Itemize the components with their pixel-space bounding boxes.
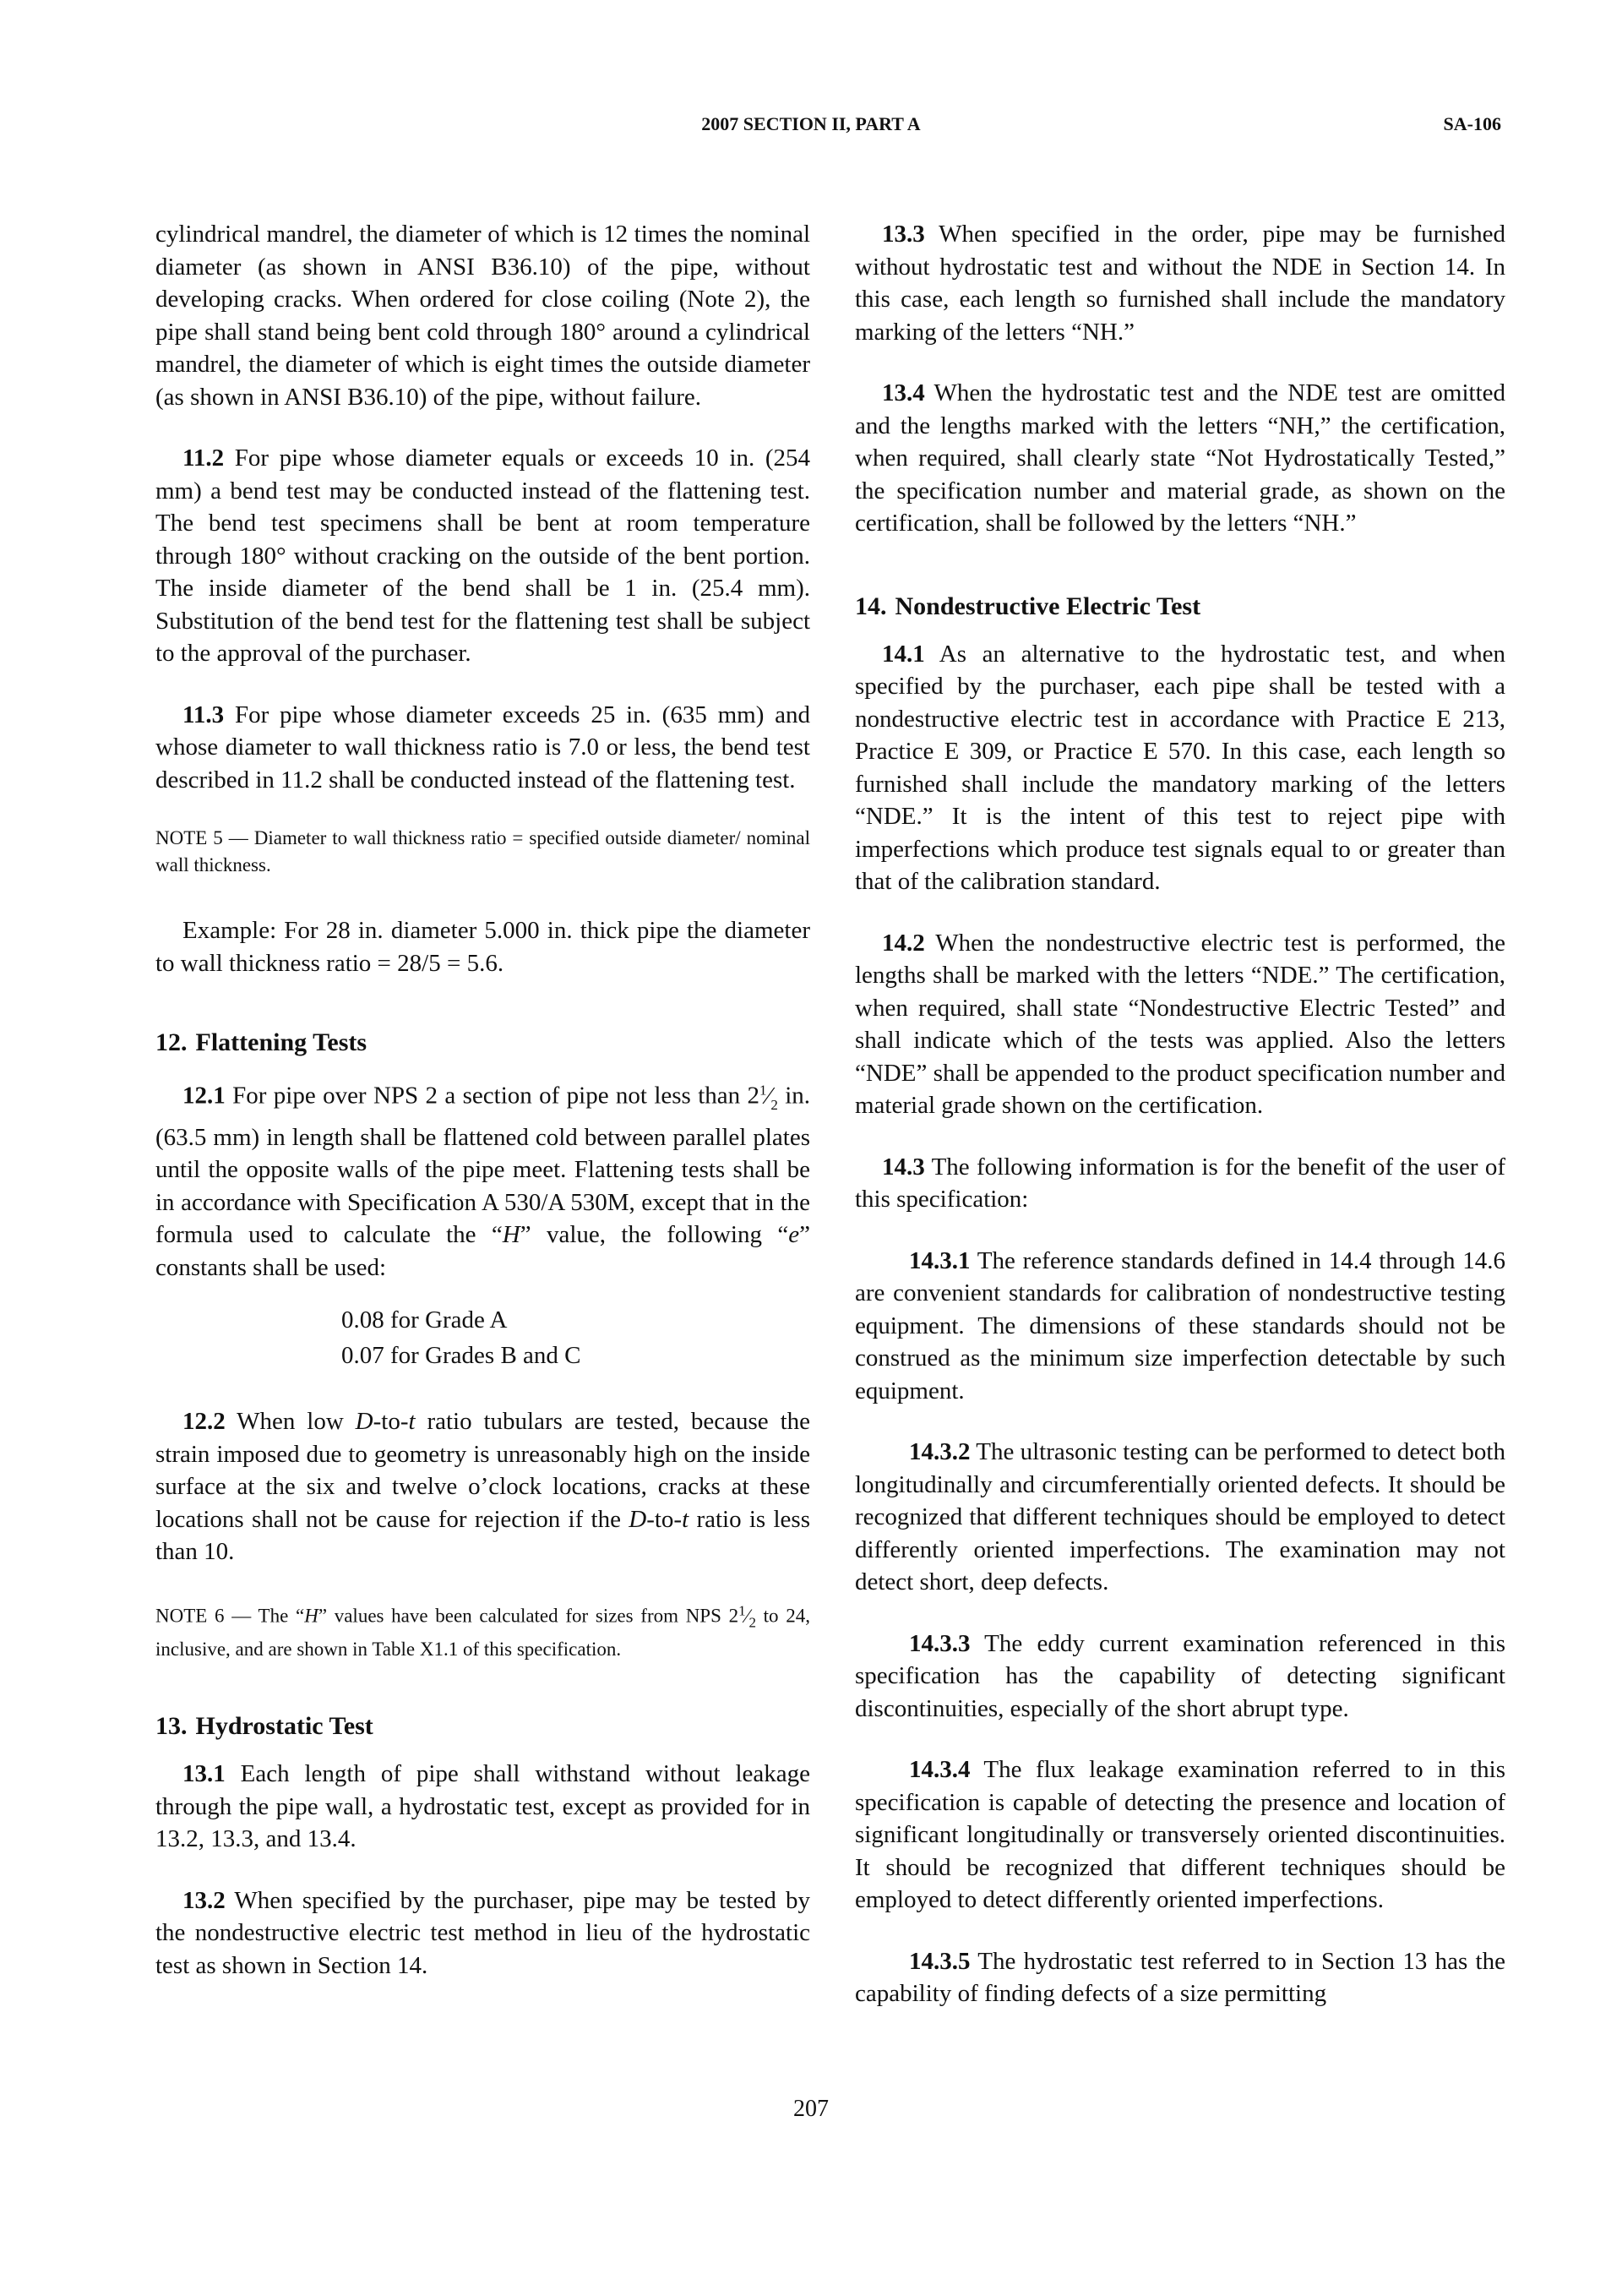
text-run: ratio tubulars are tested, because the strain imposed due to geometry is unreasonably high on the inside surface at the six and twelve o’clock locations, cracks at these locations shall not be cause for rejection if the (155, 1408, 810, 1533)
text-run: ratio is less than 10. (155, 1505, 810, 1566)
paragraph-text: When the hydrostatic test and the NDE test are omitted and the lengths marked with the letters “NH,” the certification, when required, shall clearly state “Not Hydrostatically Tested,” the specification number and material grade, as shown on the certification, shall be followed by the letters “NH.” (855, 379, 1505, 537)
fraction: $^1⁄_2$ (759, 1082, 778, 1113)
italic-variable: H (304, 1605, 318, 1627)
section-number: 12. (155, 1028, 188, 1056)
paragraph-14-1 (855, 638, 1505, 898)
paragraph-number: 11.2 (182, 444, 225, 472)
paragraph-14-3-1 (855, 1245, 1505, 1408)
note-5: NOTE 5 — Diameter to wall thickness ratio = specified outside diameter/ nominal wall thickness. (155, 827, 810, 875)
italic-variable: H (502, 1221, 520, 1249)
fraction-denominator: 2 (770, 1096, 778, 1113)
section-number: 13. (155, 1712, 188, 1741)
paragraph-number: 11.3 (182, 701, 225, 728)
paragraph-number: 13.1 (182, 1760, 226, 1788)
grade-bc-constant: 0.07 for Grades B and C (341, 1342, 581, 1370)
paragraph-text: When the nondestructive electric test is performed, the lengths shall be marked with the letters “NDE.” The certification, when required, shall state “Nondestructive Electric Tested” and shall indicate which of the tests was applied. Also the letters “NDE” shall be appended to the product specification number and material grade shown on the certification. (855, 929, 1506, 1119)
paragraph-11-3 (155, 699, 810, 797)
paragraph-13-2 (155, 1884, 810, 1982)
paragraph-text: For pipe whose diameter exceeds 25 in. (635 mm) and whose diameter to wall thickness ratio is 7.0 or less, the bend test described in 11.2 shall be conducted instead of the flattening test. (155, 701, 811, 794)
paragraph-14-3-3 (855, 1628, 1505, 1726)
paragraph-number: 12.2 (182, 1408, 226, 1436)
paragraph-text: Each length of pipe shall withstand without leakage through the pipe wall, a hydrostatic test, except as provided for in 13.2, 13.3, and 13.4. (155, 1760, 811, 1853)
paragraph-13-4 (855, 377, 1505, 540)
text-run: in. (63.5 mm) in length shall be flattened cold between parallel plates until the opposite walls of the pipe meet. Flattening tests shall be in accordance with Specification A 530/A 530M, except that in the formula used to calculate the “ (155, 1082, 811, 1249)
paragraph-number: 13.3 (882, 221, 925, 248)
italic-variable: t (408, 1408, 416, 1436)
section-heading-14 (855, 592, 1505, 621)
section-title: Hydrostatic Test (195, 1712, 373, 1741)
text-run: When low (237, 1408, 356, 1436)
paragraph-text: For pipe whose diameter equals or exceeds 10 in. (254 mm) a bend test may be conducted instead of the flattening test. The bend test specimens shall be bent at room temperature through 180° without cracking on the outside of the bent portion. The inside diameter of the bend shall be 1 in. (25.4 mm). Substitution of the bend test for the flattening test shall be subject to the approval of the purchaser. (155, 444, 810, 667)
paragraph-14-3 (855, 1151, 1505, 1216)
header-section-title: 2007 SECTION II, PART A (701, 113, 921, 134)
paragraph-number: 14.3.4 (909, 1756, 971, 1783)
paragraph-12-1 (155, 1074, 810, 1284)
paragraph-text: The following information is for the benefit of the user of this specification: (855, 1153, 1505, 1213)
paragraph-text: The eddy current examination referenced in this specification has the capability of detecting significant discontinuities, especially of the short abrupt type. (855, 1629, 1505, 1722)
example-paragraph: Example: For 28 in. diameter 5.000 in. thick pipe the diameter to wall thickness ratio = 28/5 = 5.6. (155, 917, 810, 977)
fraction: $^1⁄_2$ (738, 1601, 756, 1631)
paragraph-13-3 (855, 218, 1505, 348)
paragraph-13-1 (155, 1758, 810, 1856)
paragraph-number: 13.4 (882, 379, 925, 406)
page-number: 207 (793, 2096, 829, 2122)
section-number: 14. (855, 592, 887, 620)
grade-constants (341, 1302, 810, 1373)
text-run: ” constants shall be used: (155, 1221, 810, 1281)
paragraph-number: 14.3.1 (909, 1246, 971, 1274)
italic-variable: e (788, 1221, 800, 1249)
section-heading-13 (155, 1712, 810, 1741)
text-run: NOTE 6 — The “ (155, 1605, 305, 1627)
italic-variable: t (682, 1505, 689, 1533)
paragraph-number: 14.1 (882, 640, 925, 668)
paragraph-11-2 (155, 442, 810, 670)
paragraph-number: 13.2 (182, 1886, 226, 1914)
left-column (155, 218, 810, 2010)
fraction-numerator: 1 (759, 1082, 767, 1098)
fraction-denominator: 2 (748, 1614, 756, 1631)
paragraph-14-3-4 (855, 1753, 1505, 1917)
section-title: Nondestructive Electric Test (895, 592, 1201, 620)
paragraph-text: The hydrostatic test referred to in Section 13 has the capability of finding defects of a size permitting (855, 1947, 1505, 2007)
header-spec-number: SA-106 (1443, 113, 1501, 134)
paragraph-12-2 (155, 1405, 810, 1568)
paragraph-14-3-5 (855, 1945, 1505, 2010)
right-column (855, 218, 1505, 2039)
paragraph-text: When specified in the order, pipe may be furnished without hydrostatic test and without the NDE in Section 14. In this case, each length so furnished shall include the mandatory marking of the letters “NH.” (855, 221, 1506, 346)
text-run: ” value, the following “ (520, 1221, 789, 1249)
paragraph-14-3-2 (855, 1436, 1505, 1599)
section-heading-12 (155, 1028, 810, 1057)
paragraph-continued: cylindrical mandrel, the diameter of which is 12 times the nominal diameter (as shown in ANSI B36.10) of the pipe, without developing cracks. When ordered for close coiling (Note 2), the pipe shall stand being bent cold through 180° around a cylindrical mandrel, the diameter of which is eight times the outside diameter (as shown in ANSI B36.10) of the pipe, without failure. (155, 221, 810, 411)
section-title: Flattening Tests (195, 1028, 367, 1056)
italic-variable: D (629, 1505, 647, 1533)
paragraph-text: The ultrasonic testing can be performed to detect both longitudinally and circumferentially oriented defects. It should be recognized that different techniques should be employed to detect differently oriented imperfections. The examination may not detect short, deep defects. (855, 1438, 1505, 1595)
text-run: -to- (646, 1505, 683, 1533)
paragraph-text: When specified by the purchaser, pipe may be tested by the nondestructive electric test method in lieu of the hydrostatic test as shown in Section 14. (155, 1886, 810, 1979)
text-run: ” values have been calculated for sizes from NPS 2 (318, 1605, 739, 1627)
paragraph-text: The reference standards defined in 14.4 through 14.6 are convenient standards for calibration of nondestructive testing equipment. The dimensions of these standards should not be construed as the minimum size imperfection detectable by such equipment. (855, 1246, 1505, 1404)
paragraph-number: 14.3 (882, 1153, 925, 1181)
paragraph-number: 14.2 (882, 929, 925, 957)
paragraph-text: The flux leakage examination referred to in this specification is capable of detecting the presence and location of significant longitudinally or transversely oriented discontinuities. It should be recognized that different techniques should be employed to detect differently oriented imperfections. (855, 1756, 1505, 1913)
paragraph-text: As an alternative to the hydrostatic test, and when specified by the purchaser, each pipe shall be tested with a nondestructive electric test in accordance with Practice E 213, Practice E 309, or Practice E 570. In this case, each length so furnished shall include the mandatory marking of the letters “NDE.” It is the intent of this test to reject pipe with imperfections which produce test signals equal to or greater than that of the calibration standard. (855, 640, 1505, 895)
paragraph-number: 14.3.3 (909, 1629, 971, 1657)
text-run: For pipe over NPS 2 a section of pipe not less than 2 (232, 1082, 759, 1110)
italic-variable: D (355, 1408, 373, 1436)
grade-a-constant: 0.08 for Grade A (341, 1306, 508, 1334)
note-6 (155, 1597, 810, 1663)
paragraph-number: 12.1 (182, 1082, 226, 1110)
paragraph-14-2 (855, 927, 1505, 1122)
paragraph-number: 14.3.5 (909, 1947, 971, 1975)
text-run: -to- (373, 1408, 409, 1436)
paragraph-number: 14.3.2 (909, 1438, 971, 1465)
fraction-numerator: 1 (738, 1601, 746, 1618)
text-run: to 24, inclusive, and are shown in Table X1.1 of this specification. (155, 1605, 810, 1661)
